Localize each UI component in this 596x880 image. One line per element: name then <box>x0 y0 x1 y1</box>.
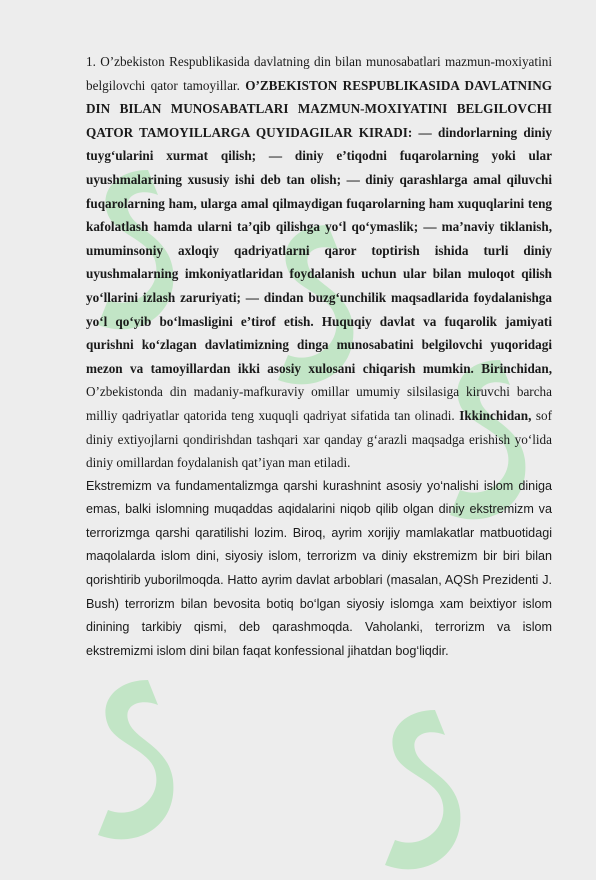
second-conclusion-label: Ikkinchidan, <box>459 407 532 423</box>
watermark-logo-icon <box>365 690 475 880</box>
paragraph-principles <box>86 50 552 475</box>
intro-text: 1. O’zbekiston Respublikasida davlatning din bilan munosabatlari mazmun-moxiyatini belgilovchi qator tamoyillar. <box>86 54 552 93</box>
first-conclusion-label: Birinchidan, <box>481 360 553 376</box>
document-body <box>86 50 552 663</box>
paragraph-extremism: Ekstremizm va fundamentalizmga qarshi kurashnint asosiy yo‘nalishi islom diniga emas, balki islomning muqaddas aqidalarini niqob qilib olgan diniy ekstremizm va terrorizmga qarshi qaratilishi lozim. Biroq, ayrim xorijiy mamlakatlar matbuotidagi maqolalarda islom dini, siyosiy islom, terrorizm va diniy ekstremizm bir biri bilan qorishtirib yuborilmoqda. Hatto ayrim davlat arboblari (masalan, AQSh Prezidenti J. Bush) terrorizm bilan bevosita botiq bo‘lgan siyosiy islomga xam beixtiyor islom dinining tarkibiy qismi, deb qarashmoqda. Vaholanki, terrorizm va islom ekstremizmi islom dini bilan faqat konfessional jihatdan bog‘liqdir. <box>86 478 552 658</box>
second-conclusion-text: sof diniy extiyojlarni qondirishdan tashqari xar qanday g‘arazli maqsadga erishish yo‘lida diniy omillardan foydalanish qat’iyan man etiladi. <box>86 407 553 471</box>
principles-heading: O’ZBEKISTON RESPUBLIKASIDA DAVLATNING DIN BILAN MUNOSABATLARI MAZMUN-MOXIYATINI BELGILOVCHI QATOR TAMOYILLARGA QUYIDAGILAR KIRADI: — dindorlarning diniy tuyg‘ularini xurmat qilish; — diniy e’tiqodni fuqarolarning yoki ular uyushmalarining xususiy ishi deb tan olish; — diniy qarashlarga amal qiluvchi fuqarolarning ham, ularga amal qilmaydigan fuqarolarning ham xuquqlarini teng kafolatlash hamda ularni ta’qib qilishga yo‘l qo‘ymaslik; — ma’naviy tiklanish, umuminsoniy axloqiy qadriyatlarni qaror toptirish ishida turli diniy uyushmalarning imkoniyatlaridan foydalanish uchun ular bilan muloqot qilish yo‘llarini izlash zaruriyati; — dindan buzg‘unchilik maqsadlarida foydalanishga yo‘l qo‘yib bo‘lmasligini e’tirof etish. Huquqiy davlat va fuqarolik jamiyati qurishni ko‘zlagan davlatimizning dinga munosabatini belgilovchi yuqoridagi mezon va tamoyillardan ikki asosiy xulosani chiqarish mumkin. <box>86 77 552 376</box>
watermark-logo-icon <box>78 660 188 850</box>
first-conclusion-text: O’zbekistonda din madaniy-mafkuraviy omillar umumiy silsilasiga kiruvchi barcha milliy qadriyatlar qatorida teng xuquqli qadriyat sifatida tan olinadi. <box>86 384 552 423</box>
